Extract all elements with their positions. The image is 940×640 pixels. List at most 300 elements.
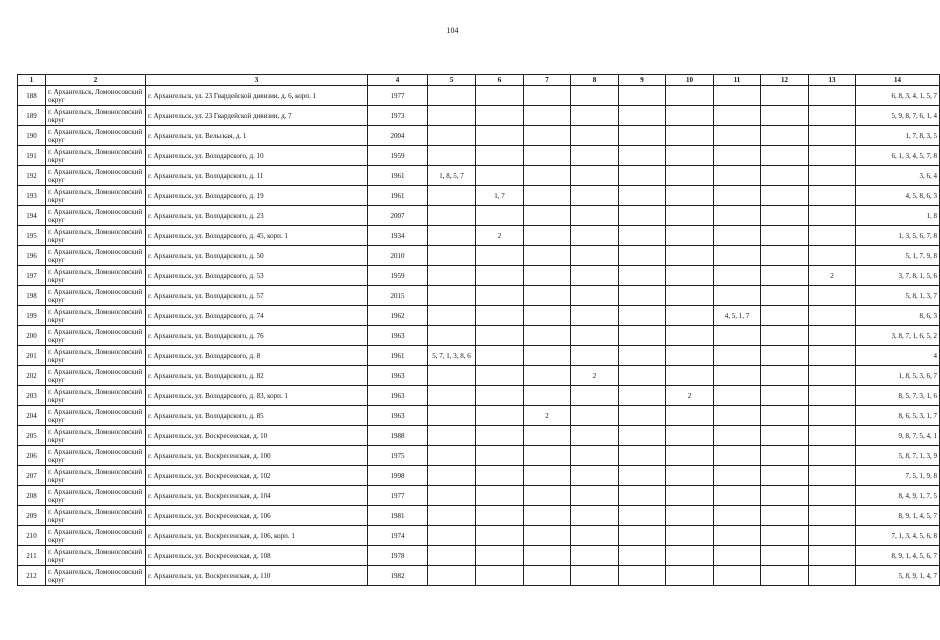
col-13-cell (809, 86, 856, 106)
row-number-cell: 195 (18, 226, 46, 246)
col-6-cell (476, 266, 524, 286)
col-7-cell (524, 326, 571, 346)
col-14-cell: 1, 7, 8, 3, 5 (856, 126, 940, 146)
address-cell: г. Архангельск, ул. Володарского, д. 50 (146, 246, 368, 266)
table-header (18, 75, 940, 86)
row-number-cell: 196 (18, 246, 46, 266)
col-13-cell (809, 146, 856, 166)
col-7-cell (524, 546, 571, 566)
col-13-cell (809, 466, 856, 486)
column-header: 11 (714, 75, 761, 86)
col-12-cell (761, 486, 809, 506)
col-5-cell (428, 86, 476, 106)
col-8-cell (571, 206, 619, 226)
col-11-cell (714, 506, 761, 526)
col-8-cell (571, 326, 619, 346)
district-cell: г. Архангельск, Ломоносовский округ (46, 446, 146, 466)
col-9-cell (619, 266, 666, 286)
year-cell: 1973 (368, 106, 428, 126)
address-cell: г. Архангельск, ул. Воскресенская, д. 100 (146, 446, 368, 466)
table-row (18, 526, 940, 546)
col-11-cell (714, 366, 761, 386)
col-11-cell (714, 426, 761, 446)
col-6-cell: 1, 7 (476, 186, 524, 206)
address-cell: г. Архангельск, ул. Воскресенская, д. 102 (146, 466, 368, 486)
col-8-cell (571, 406, 619, 426)
table-row (18, 446, 940, 466)
col-9-cell (619, 166, 666, 186)
col-14-cell: 5, 8, 9, 1, 4, 7 (856, 566, 940, 586)
col-6-cell (476, 446, 524, 466)
col-5-cell (428, 466, 476, 486)
col-12-cell (761, 86, 809, 106)
col-6-cell (476, 346, 524, 366)
col-6-cell (476, 566, 524, 586)
year-cell: 1977 (368, 86, 428, 106)
col-13-cell (809, 386, 856, 406)
table-row (18, 466, 940, 486)
year-cell: 1974 (368, 526, 428, 546)
district-cell: г. Архангельск, Ломоносовский округ (46, 186, 146, 206)
column-header: 5 (428, 75, 476, 86)
col-12-cell (761, 546, 809, 566)
col-14-cell: 3, 6, 4 (856, 166, 940, 186)
col-9-cell (619, 186, 666, 206)
col-5-cell (428, 186, 476, 206)
col-7-cell (524, 226, 571, 246)
table-body (18, 86, 940, 586)
row-number-cell: 203 (18, 386, 46, 406)
address-cell: г. Архангельск, ул. Володарского, д. 11 (146, 166, 368, 186)
column-header: 4 (368, 75, 428, 86)
col-10-cell (666, 526, 714, 546)
col-8-cell (571, 246, 619, 266)
col-12-cell (761, 426, 809, 446)
year-cell: 1981 (368, 506, 428, 526)
row-number-cell: 192 (18, 166, 46, 186)
year-cell: 1975 (368, 446, 428, 466)
col-9-cell (619, 306, 666, 326)
row-number-cell: 201 (18, 346, 46, 366)
col-13-cell (809, 246, 856, 266)
col-12-cell (761, 106, 809, 126)
district-cell: г. Архангельск, Ломоносовский округ (46, 226, 146, 246)
col-13-cell (809, 366, 856, 386)
col-5-cell (428, 446, 476, 466)
col-14-cell: 8, 9, 1, 4, 5, 7 (856, 506, 940, 526)
col-9-cell (619, 86, 666, 106)
district-cell: г. Архангельск, Ломоносовский округ (46, 126, 146, 146)
col-5-cell (428, 146, 476, 166)
address-cell: г. Архангельск, ул. Воскресенская, д. 110 (146, 566, 368, 586)
col-6-cell (476, 406, 524, 426)
year-cell: 1959 (368, 266, 428, 286)
row-number-cell: 208 (18, 486, 46, 506)
col-14-cell: 5, 9, 8, 7, 6, 1, 4 (856, 106, 940, 126)
col-14-cell: 4, 5, 8, 6, 3 (856, 186, 940, 206)
table-row (18, 426, 940, 446)
col-9-cell (619, 486, 666, 506)
col-13-cell (809, 306, 856, 326)
col-6-cell (476, 466, 524, 486)
table-row (18, 146, 940, 166)
col-11-cell (714, 266, 761, 286)
col-5-cell (428, 386, 476, 406)
district-cell: г. Архангельск, Ломоносовский округ (46, 146, 146, 166)
col-11-cell (714, 486, 761, 506)
col-7-cell (524, 446, 571, 466)
col-10-cell (666, 246, 714, 266)
col-5-cell (428, 566, 476, 586)
col-5-cell (428, 246, 476, 266)
col-7-cell (524, 106, 571, 126)
table-row (18, 286, 940, 306)
col-11-cell (714, 386, 761, 406)
col-10-cell (666, 326, 714, 346)
col-12-cell (761, 306, 809, 326)
col-8-cell (571, 126, 619, 146)
district-cell: г. Архангельск, Ломоносовский округ (46, 286, 146, 306)
address-cell: г. Архангельск, ул. Володарского, д. 19 (146, 186, 368, 206)
col-13-cell (809, 286, 856, 306)
col-14-cell: 5, 8, 7, 1, 3, 9 (856, 446, 940, 466)
col-9-cell (619, 406, 666, 426)
col-9-cell (619, 346, 666, 366)
col-11-cell (714, 406, 761, 426)
district-cell: г. Архангельск, Ломоносовский округ (46, 246, 146, 266)
col-12-cell (761, 386, 809, 406)
table-row (18, 266, 940, 286)
year-cell: 1961 (368, 346, 428, 366)
row-number-cell: 212 (18, 566, 46, 586)
col-11-cell (714, 206, 761, 226)
year-cell: 1962 (368, 306, 428, 326)
col-11-cell (714, 226, 761, 246)
row-number-cell: 204 (18, 406, 46, 426)
col-6-cell (476, 166, 524, 186)
year-cell: 2010 (368, 246, 428, 266)
col-8-cell (571, 106, 619, 126)
row-number-cell: 193 (18, 186, 46, 206)
col-10-cell (666, 146, 714, 166)
col-7-cell (524, 206, 571, 226)
col-11-cell (714, 286, 761, 306)
district-cell: г. Архангельск, Ломоносовский округ (46, 566, 146, 586)
col-14-cell: 1, 8, 5, 3, 6, 7 (856, 366, 940, 386)
col-13-cell (809, 446, 856, 466)
col-6-cell (476, 486, 524, 506)
col-10-cell (666, 126, 714, 146)
col-10-cell (666, 366, 714, 386)
col-9-cell (619, 386, 666, 406)
col-6-cell (476, 366, 524, 386)
address-cell: г. Архангельск, ул. Володарского, д. 45, корп. 1 (146, 226, 368, 246)
col-13-cell (809, 506, 856, 526)
col-5-cell (428, 306, 476, 326)
table-row (18, 346, 940, 366)
address-cell: г. Архангельск, ул. Воскресенская, д. 106 (146, 506, 368, 526)
table-row (18, 126, 940, 146)
col-14-cell: 6, 1, 3, 4, 5, 7, 8 (856, 146, 940, 166)
col-10-cell (666, 446, 714, 466)
col-9-cell (619, 506, 666, 526)
col-13-cell (809, 346, 856, 366)
col-14-cell: 3, 7, 8, 1, 5, 6 (856, 266, 940, 286)
col-10-cell (666, 306, 714, 326)
col-7-cell (524, 366, 571, 386)
row-number-cell: 209 (18, 506, 46, 526)
year-cell: 1963 (368, 326, 428, 346)
col-8-cell (571, 386, 619, 406)
col-13-cell (809, 226, 856, 246)
year-cell: 1977 (368, 486, 428, 506)
col-7-cell (524, 466, 571, 486)
address-cell: г. Архангельск, ул. Володарского, д. 23 (146, 206, 368, 226)
col-5-cell (428, 366, 476, 386)
row-number-cell: 198 (18, 286, 46, 306)
col-7-cell (524, 126, 571, 146)
col-9-cell (619, 286, 666, 306)
col-9-cell (619, 226, 666, 246)
column-header: 10 (666, 75, 714, 86)
col-7-cell (524, 146, 571, 166)
row-number-cell: 200 (18, 326, 46, 346)
col-6-cell (476, 506, 524, 526)
col-14-cell: 1, 8 (856, 206, 940, 226)
col-11-cell (714, 546, 761, 566)
col-11-cell (714, 246, 761, 266)
col-13-cell (809, 186, 856, 206)
col-8-cell (571, 566, 619, 586)
col-12-cell (761, 326, 809, 346)
col-7-cell (524, 506, 571, 526)
col-10-cell (666, 346, 714, 366)
col-8-cell (571, 526, 619, 546)
col-12-cell (761, 446, 809, 466)
col-13-cell (809, 526, 856, 546)
year-cell: 1961 (368, 166, 428, 186)
col-5-cell (428, 266, 476, 286)
col-7-cell (524, 246, 571, 266)
district-cell: г. Архангельск, Ломоносовский округ (46, 526, 146, 546)
col-9-cell (619, 526, 666, 546)
col-8-cell (571, 486, 619, 506)
col-8-cell (571, 226, 619, 246)
col-11-cell (714, 146, 761, 166)
col-13-cell (809, 406, 856, 426)
table-row (18, 166, 940, 186)
col-12-cell (761, 246, 809, 266)
col-5-cell (428, 106, 476, 126)
col-10-cell (666, 266, 714, 286)
table-row (18, 206, 940, 226)
address-cell: г. Архангельск, ул. Воскресенская, д. 108 (146, 546, 368, 566)
col-5-cell (428, 206, 476, 226)
col-10-cell (666, 426, 714, 446)
address-cell: г. Архангельск, ул. Володарского, д. 53 (146, 266, 368, 286)
col-13-cell (809, 206, 856, 226)
table-row (18, 306, 940, 326)
col-5-cell: 1, 8, 5, 7 (428, 166, 476, 186)
register-table (17, 74, 940, 586)
address-cell: г. Архангельск, ул. Воскресенская, д. 104 (146, 486, 368, 506)
row-number-cell: 210 (18, 526, 46, 546)
col-6-cell (476, 306, 524, 326)
col-9-cell (619, 206, 666, 226)
year-cell: 1963 (368, 366, 428, 386)
row-number-cell: 190 (18, 126, 46, 146)
col-13-cell (809, 546, 856, 566)
col-10-cell: 2 (666, 386, 714, 406)
col-9-cell (619, 566, 666, 586)
table-row (18, 226, 940, 246)
col-11-cell: 4, 5, 1, 7 (714, 306, 761, 326)
column-header: 13 (809, 75, 856, 86)
year-cell: 2007 (368, 206, 428, 226)
col-13-cell (809, 426, 856, 446)
col-11-cell (714, 106, 761, 126)
col-7-cell: 2 (524, 406, 571, 426)
col-6-cell (476, 126, 524, 146)
row-number-cell: 202 (18, 366, 46, 386)
district-cell: г. Архангельск, Ломоносовский округ (46, 466, 146, 486)
row-number-cell: 199 (18, 306, 46, 326)
year-cell: 2004 (368, 126, 428, 146)
col-5-cell (428, 326, 476, 346)
col-14-cell: 3, 8, 7, 1, 6, 5, 2 (856, 326, 940, 346)
col-7-cell (524, 386, 571, 406)
table-row (18, 186, 940, 206)
year-cell: 1959 (368, 146, 428, 166)
col-6-cell: 2 (476, 226, 524, 246)
col-12-cell (761, 166, 809, 186)
col-14-cell: 8, 6, 5, 3, 1, 7 (856, 406, 940, 426)
col-11-cell (714, 326, 761, 346)
table-row (18, 386, 940, 406)
col-6-cell (476, 146, 524, 166)
col-12-cell (761, 226, 809, 246)
year-cell: 1978 (368, 546, 428, 566)
district-cell: г. Архангельск, Ломоносовский округ (46, 426, 146, 446)
district-cell: г. Архангельск, Ломоносовский округ (46, 406, 146, 426)
col-11-cell (714, 86, 761, 106)
col-9-cell (619, 106, 666, 126)
col-5-cell: 5, 7, 1, 3, 8, 6 (428, 346, 476, 366)
district-cell: г. Архангельск, Ломоносовский округ (46, 546, 146, 566)
district-cell: г. Архангельск, Ломоносовский округ (46, 266, 146, 286)
col-8-cell (571, 166, 619, 186)
col-12-cell (761, 466, 809, 486)
col-10-cell (666, 566, 714, 586)
district-cell: г. Архангельск, Ломоносовский округ (46, 326, 146, 346)
row-number-cell: 211 (18, 546, 46, 566)
address-cell: г. Архангельск, ул. Володарского, д. 57 (146, 286, 368, 306)
col-7-cell (524, 526, 571, 546)
col-11-cell (714, 166, 761, 186)
col-9-cell (619, 546, 666, 566)
col-14-cell: 4 (856, 346, 940, 366)
district-cell: г. Архангельск, Ломоносовский округ (46, 86, 146, 106)
col-10-cell (666, 286, 714, 306)
col-6-cell (476, 106, 524, 126)
col-11-cell (714, 186, 761, 206)
col-14-cell: 8, 5, 7, 3, 1, 6 (856, 386, 940, 406)
col-8-cell (571, 306, 619, 326)
col-10-cell (666, 86, 714, 106)
column-header: 2 (46, 75, 146, 86)
col-8-cell (571, 146, 619, 166)
table-row (18, 546, 940, 566)
table-row (18, 406, 940, 426)
col-14-cell: 5, 1, 7, 9, 8 (856, 246, 940, 266)
col-12-cell (761, 506, 809, 526)
year-cell: 1963 (368, 406, 428, 426)
col-9-cell (619, 126, 666, 146)
col-12-cell (761, 146, 809, 166)
row-number-cell: 205 (18, 426, 46, 446)
page-number: 104 (446, 26, 459, 35)
col-14-cell: 7, 5, 1, 9, 8 (856, 466, 940, 486)
table-row (18, 246, 940, 266)
col-10-cell (666, 506, 714, 526)
col-5-cell (428, 406, 476, 426)
row-number-cell: 188 (18, 86, 46, 106)
col-6-cell (476, 426, 524, 446)
col-12-cell (761, 206, 809, 226)
col-8-cell: 2 (571, 366, 619, 386)
table-row (18, 486, 940, 506)
address-cell: г. Архангельск, ул. Володарского, д. 10 (146, 146, 368, 166)
address-cell: г. Архангельск, ул. Володарского, д. 8 (146, 346, 368, 366)
district-cell: г. Архангельск, Ломоносовский округ (46, 106, 146, 126)
district-cell: г. Архангельск, Ломоносовский округ (46, 486, 146, 506)
district-cell: г. Архангельск, Ломоносовский округ (46, 206, 146, 226)
col-10-cell (666, 466, 714, 486)
col-6-cell (476, 246, 524, 266)
col-8-cell (571, 86, 619, 106)
col-7-cell (524, 286, 571, 306)
table-row (18, 326, 940, 346)
col-7-cell (524, 426, 571, 446)
col-9-cell (619, 466, 666, 486)
col-8-cell (571, 286, 619, 306)
col-8-cell (571, 466, 619, 486)
col-5-cell (428, 286, 476, 306)
col-9-cell (619, 366, 666, 386)
address-cell: г. Архангельск, ул. 23 Гвардейской дивизии, д. 6, корп. 1 (146, 86, 368, 106)
col-11-cell (714, 126, 761, 146)
year-cell: 1988 (368, 426, 428, 446)
col-12-cell (761, 366, 809, 386)
col-6-cell (476, 206, 524, 226)
col-10-cell (666, 206, 714, 226)
col-11-cell (714, 466, 761, 486)
col-11-cell (714, 566, 761, 586)
row-number-cell: 189 (18, 106, 46, 126)
col-14-cell: 5, 8, 1, 3, 7 (856, 286, 940, 306)
col-12-cell (761, 346, 809, 366)
col-13-cell (809, 126, 856, 146)
col-10-cell (666, 486, 714, 506)
column-header: 1 (18, 75, 46, 86)
column-header: 9 (619, 75, 666, 86)
col-9-cell (619, 446, 666, 466)
column-header: 6 (476, 75, 524, 86)
col-6-cell (476, 546, 524, 566)
column-header: 3 (146, 75, 368, 86)
year-cell: 1963 (368, 386, 428, 406)
col-13-cell (809, 326, 856, 346)
